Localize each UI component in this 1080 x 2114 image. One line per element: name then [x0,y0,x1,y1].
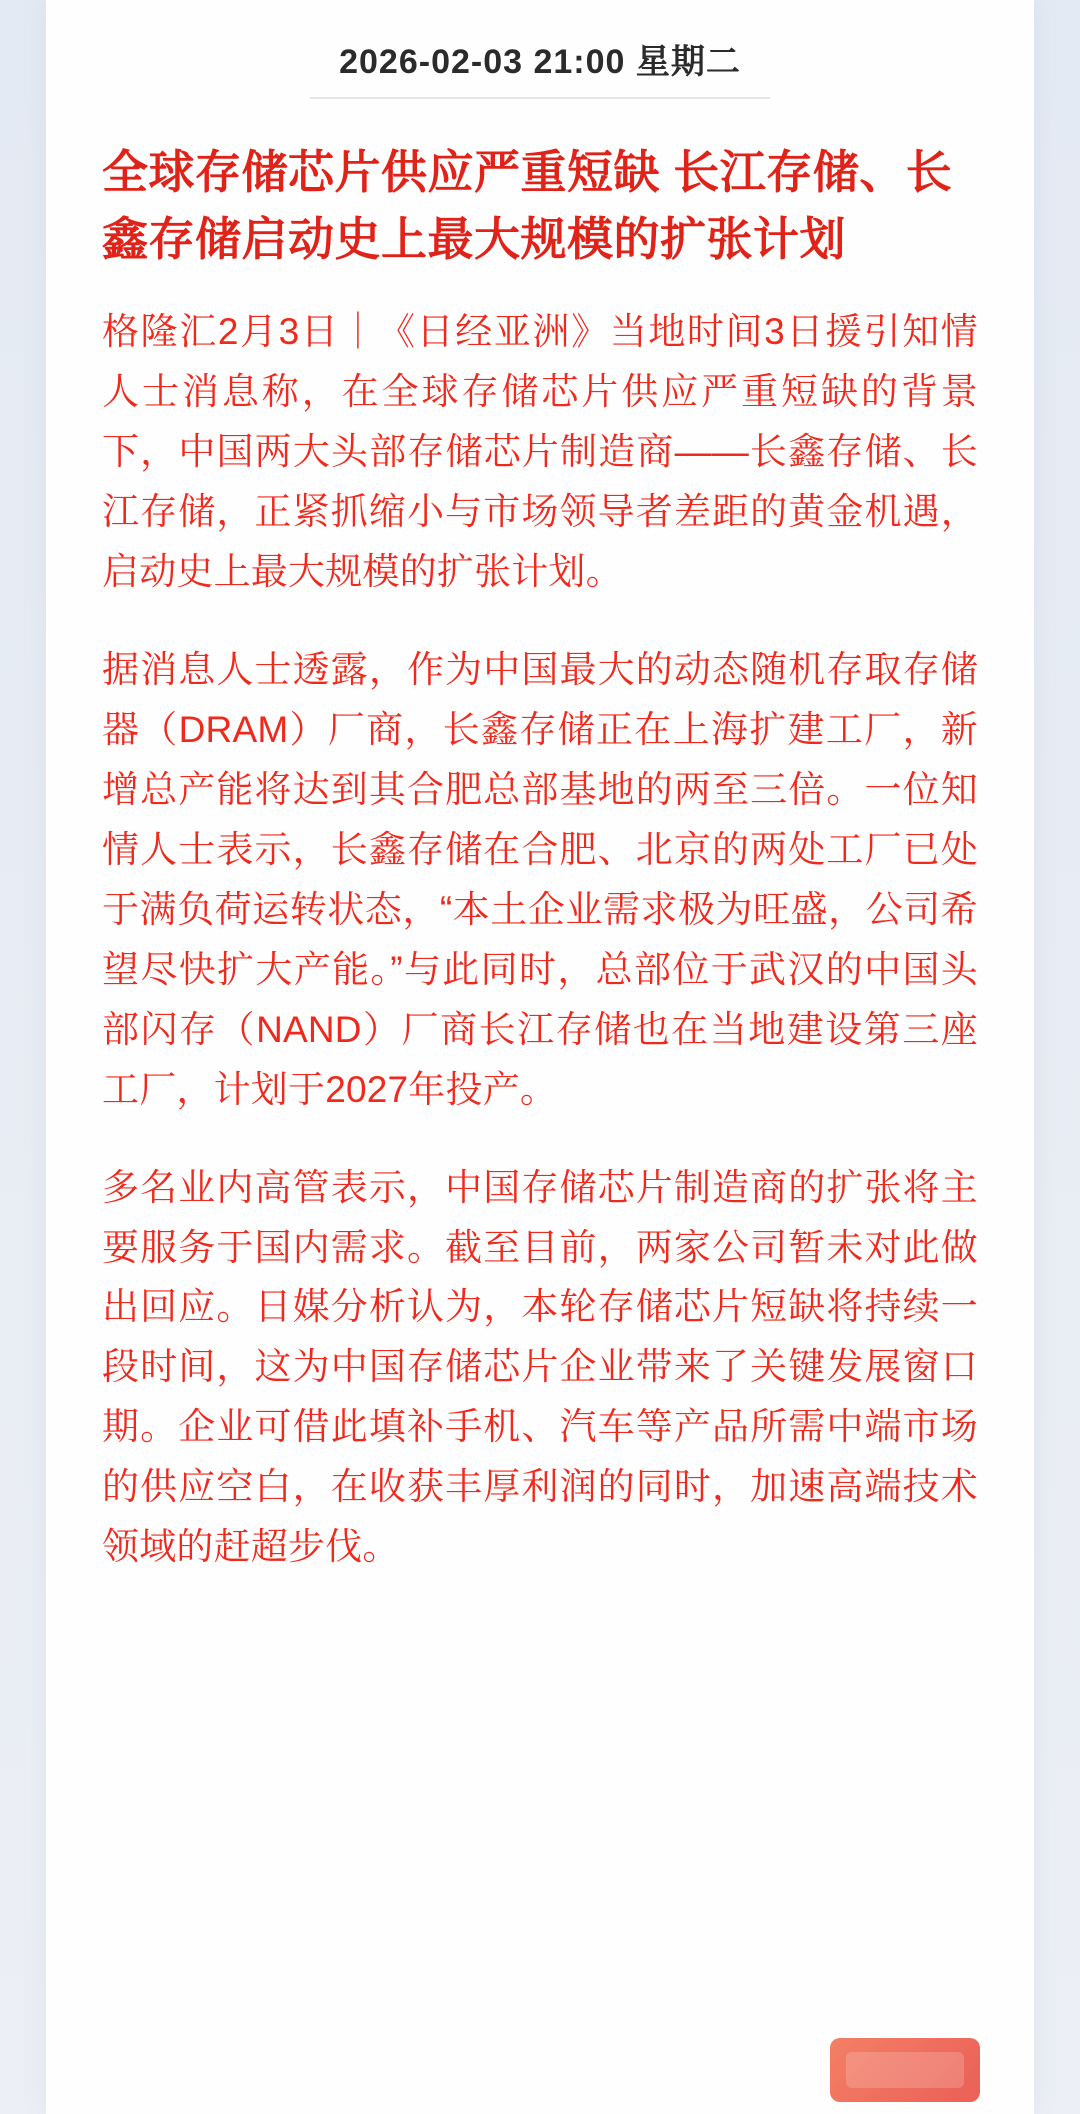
left-gutter [0,0,46,2114]
app-watermark-inner [846,2052,964,2088]
date-divider [310,97,770,99]
app-watermark-badge [830,2038,980,2102]
date-header [46,0,1034,117]
right-gutter [1034,0,1080,2114]
article-paragraph-3: 多名业内高管表示，中国存储芯片制造商的扩张将主要服务于国内需求。截至目前，两家公司暂未对此做出回应。日媒分析认为，本轮存储芯片短缺将持续一段时间，这为中国存储芯片企业带来了关键发展窗口期。企业可借此填补手机、汽车等产品所需中端市场的供应空白，在收获丰厚利润的同时，加速高端技术领域的赶超步伐。 [102,1166,978,1568]
page-title: 全球存储芯片供应严重短缺 长江存储、长鑫存储启动史上最大规模的扩张计划 [102,146,953,265]
article-content [46,117,1034,1577]
date-text: 2026-02-03 21:00 星期二 [339,43,741,81]
article-card [46,0,1034,2114]
article-paragraph-1: 格隆汇2月3日｜《日经亚洲》当地时间3日援引知情人士消息称，在全球存储芯片供应严重短缺的背景下，中国两大头部存储芯片制造商——长鑫存储、长江存储，正紧抓缩小与市场领导者差距的黄金机遇，启动史上最大规模的扩张计划。 [102,311,978,593]
article-paragraph-2: 据消息人士透露，作为中国最大的动态随机存取存储器（DRAM）厂商，长鑫存储正在上海扩建工厂，新增总产能将达到其合肥总部基地的两至三倍。一位知情人士表示，长鑫存储在合肥、北京的两处工厂已处于满负荷运转状态，“本土企业需求极为旺盛，公司希望尽快扩大产能。”与此同时，总部位于武汉的中国头部闪存（NAND）厂商长江存储也在当地建设第三座工厂，计划于2027年投产。 [102,649,978,1110]
